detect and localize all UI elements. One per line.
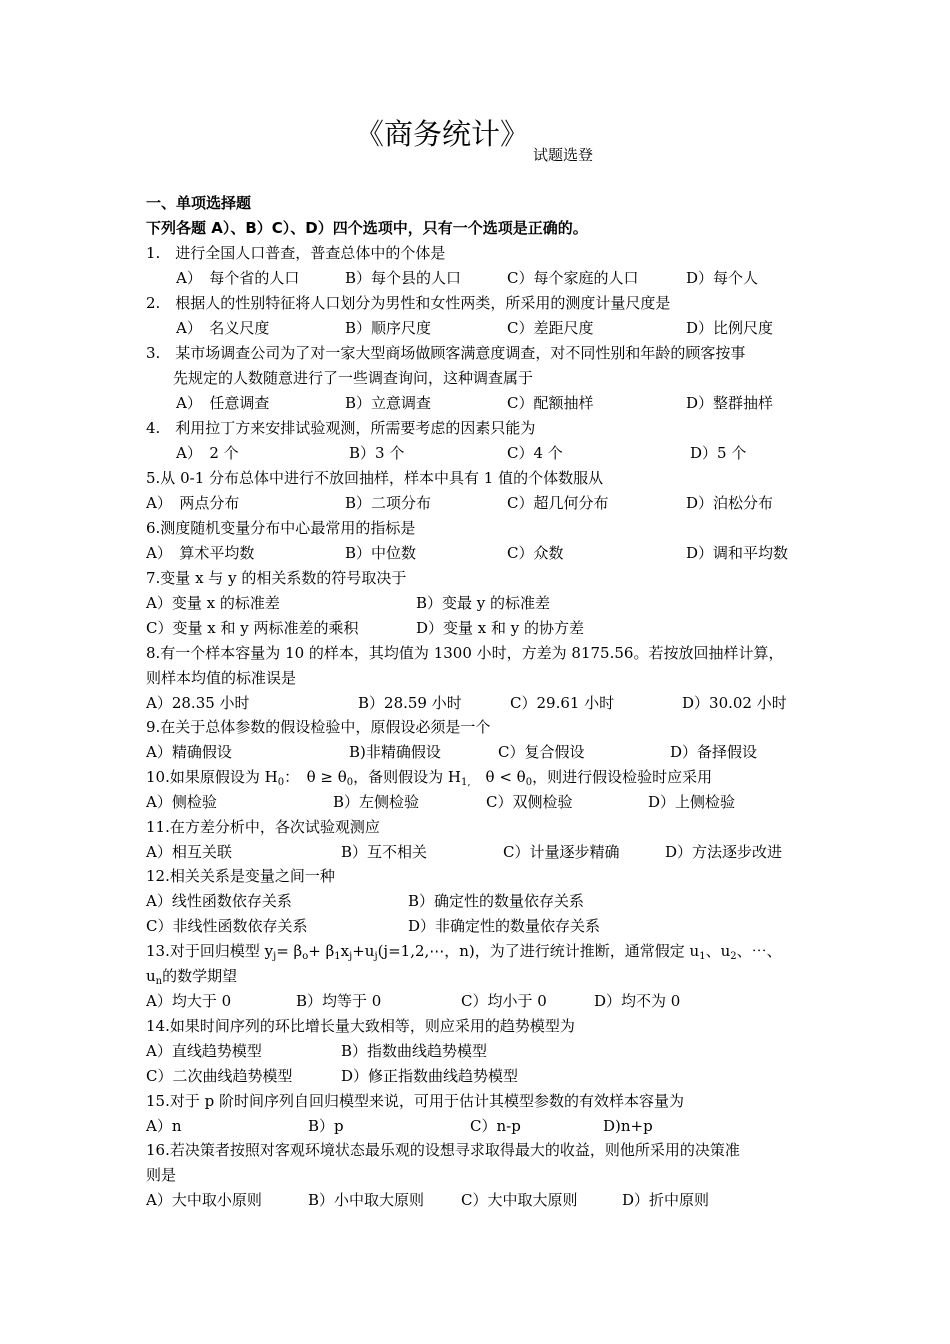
question-8-option-a: A）28.35 小时 (146, 694, 250, 712)
question-6-stem: 6.测度随机变量分布中心最常用的指标是 (146, 519, 416, 537)
question-11-option-d: D）方法逐步改进 (665, 843, 783, 861)
question-8-option-b: B）28.59 小时 (358, 694, 462, 712)
question-2-stem: 2. 根据人的性别特征将人口划分为男性和女性两类，所采用的测度计量尺度是 (146, 294, 671, 312)
question-10-option-c: C）双侧检验 (486, 793, 573, 811)
question-13-stem: 13.对于回归模型 $y_j= \beta_o+$ $\beta_1x_j+u_j(j=1,2,\cdots$，n)，为了进行统计推断，通常假定 $u_1$、$u_2$、⋯、 (146, 942, 782, 962)
question-15-option-a: A）n (146, 1117, 182, 1135)
question-14-option-b: B）指数曲线趋势模型 (341, 1042, 488, 1060)
question-15-option-d: D)n+p (603, 1117, 653, 1135)
question-3-stem-continued: 先规定的人数随意进行了一些调查询问，这种调查属于 (173, 369, 534, 387)
question-3-option-c: C）配额抽样 (507, 394, 594, 412)
section-instruction: 下列各题 A）、B）C）、D）四个选项中，只有一个选项是正确的。 (146, 219, 588, 237)
question-3-stem: 3. 某市场调查公司为了对一家大型商场做顾客满意度调查，对不同性别和年龄的顾客按事 (146, 344, 746, 362)
question-16-stem-continued: 则是 (146, 1166, 177, 1184)
document-subtitle: 试题选登 (533, 146, 594, 164)
question-7-stem: 7.变量 x 与 y 的相关系数的符号取决于 (146, 569, 407, 587)
question-8-option-d: D）30.02 小时 (682, 694, 787, 712)
question-6-option-c: C）众数 (507, 544, 564, 562)
question-2-option-a: A） 名义尺度 (176, 319, 270, 337)
question-6-option-a: A） 算术平均数 (146, 544, 255, 562)
question-12-option-c: C）非线性函数依存关系 (146, 917, 308, 935)
question-7-option-d: D）变量 x 和 y 的协方差 (416, 619, 585, 637)
question-7-option-c: C）变量 x 和 y 两标准差的乘积 (146, 619, 359, 637)
question-13-option-a: A）均大于 0 (146, 992, 232, 1010)
question-12-stem: 12.相关关系是变量之间一种 (146, 867, 335, 885)
section-heading: 一、单项选择题 (146, 194, 252, 212)
question-6-option-d: D）调和平均数 (686, 544, 789, 562)
question-14-option-d: D）修正指数曲线趋势模型 (341, 1067, 519, 1085)
question-4-option-d: D）5 个 (690, 444, 747, 462)
question-13-option-b: B）均等于 0 (296, 992, 382, 1010)
question-13-option-d: D）均不为 0 (594, 992, 681, 1010)
question-1-option-b: B）每个县的人口 (345, 269, 462, 287)
question-12-option-b: B）确定性的数量依存关系 (408, 892, 585, 910)
question-9-option-d: D）备择假设 (670, 743, 758, 761)
question-5-option-d: D）泊松分布 (686, 494, 774, 512)
question-16-option-b: B）小中取大原则 (308, 1191, 425, 1209)
question-7-option-a: A）变量 x 的标准差 (146, 594, 280, 612)
question-11-option-c: C）计量逐步精确 (503, 843, 620, 861)
question-3-option-d: D）整群抽样 (686, 394, 774, 412)
question-8-stem: 8.有一个样本容量为 10 的样本，其均值为 1300 小时，方差为 8175.56。若按放回抽样计算， (146, 644, 784, 662)
question-6-option-b: B）中位数 (345, 544, 417, 562)
question-15-option-b: B）p (308, 1117, 344, 1135)
question-9-option-a: A）精确假设 (146, 743, 232, 761)
question-15-stem: 15.对于 p 阶时间序列自回归模型来说，可用于估计其模型参数的有效样本容量为 (146, 1092, 684, 1110)
question-11-option-a: A）相互关联 (146, 843, 232, 861)
question-14-option-a: A）直线趋势模型 (146, 1042, 262, 1060)
question-8-stem-continued: 则样本均值的标准误是 (146, 669, 297, 687)
question-1-option-a: A） 每个省的人口 (176, 269, 300, 287)
question-1-option-c: C）每个家庭的人口 (507, 269, 639, 287)
question-2-option-d: D）比例尺度 (686, 319, 774, 337)
question-7-option-b: B）变最 y 的标准差 (416, 594, 551, 612)
question-11-stem: 11.在方差分析中，各次试验观测应 (146, 818, 380, 836)
question-4-option-a: A） 2 个 (176, 444, 239, 462)
question-5-option-a: A） 两点分布 (146, 494, 240, 512)
question-13-option-c: C）均小于 0 (461, 992, 547, 1010)
question-3-option-a: A） 任意调查 (176, 394, 270, 412)
question-16-option-c: C）大中取大原则 (461, 1191, 578, 1209)
question-2-option-c: C）差距尺度 (507, 319, 594, 337)
question-16-option-a: A）大中取小原则 (146, 1191, 262, 1209)
question-8-option-c: C）29.61 小时 (510, 694, 615, 712)
question-13-stem-continued: $u_n$的数学期望 (146, 967, 238, 987)
question-14-stem: 14.如果时间序列的环比增长量大致相等，则应采用的趋势模型为 (146, 1017, 575, 1035)
question-2-option-b: B）顺序尺度 (345, 319, 432, 337)
question-12-option-a: A）线性函数依存关系 (146, 892, 292, 910)
document-title: 《商务统计》 (355, 117, 530, 151)
question-9-option-c: C）复合假设 (498, 743, 585, 761)
question-16-option-d: D）折中原则 (622, 1191, 710, 1209)
question-5-stem: 5.从 0-1 分布总体中进行不放回抽样，样本中具有 1 值的个体数服从 (146, 469, 604, 487)
question-10-option-a: A）侧检验 (146, 793, 217, 811)
question-10-option-d: D）上侧检验 (648, 793, 736, 811)
question-16-stem: 16.若决策者按照对客观环境状态最乐观的设想寻求取得最大的收益，则他所采用的决策准 (146, 1141, 740, 1159)
question-9-option-b: B)非精确假设 (349, 743, 441, 761)
question-5-option-b: B）二项分布 (345, 494, 432, 512)
question-9-stem: 9.在关于总体参数的假设检验中，原假设必须是一个 (146, 718, 491, 736)
question-5-option-c: C）超几何分布 (507, 494, 609, 512)
question-12-option-d: D）非确定性的数量依存关系 (408, 917, 601, 935)
question-4-option-b: B）3 个 (349, 444, 405, 462)
question-3-option-b: B）立意调查 (345, 394, 432, 412)
document-title-block (355, 112, 594, 164)
question-10-option-b: B）左侧检验 (333, 793, 420, 811)
question-11-option-b: B）互不相关 (341, 843, 428, 861)
question-1-option-d: D）每个人 (686, 269, 759, 287)
question-1-stem: 1. 进行全国人口普查，普查总体中的个体是 (146, 244, 446, 262)
question-10-stem: 10.如果原假设为 $H_0$： $\theta \ge \theta_0$，备则假设为 $H_{1,}$ $\theta < \theta_0$，则进行假设检验时应采用 (146, 768, 713, 788)
question-15-option-c: C）n-p (470, 1117, 521, 1135)
question-14-option-c: C）二次曲线趋势模型 (146, 1067, 293, 1085)
question-4-stem: 4. 利用拉丁方来安排试验观测，所需要考虑的因素只能为 (146, 419, 536, 437)
question-4-option-c: C）4 个 (507, 444, 563, 462)
